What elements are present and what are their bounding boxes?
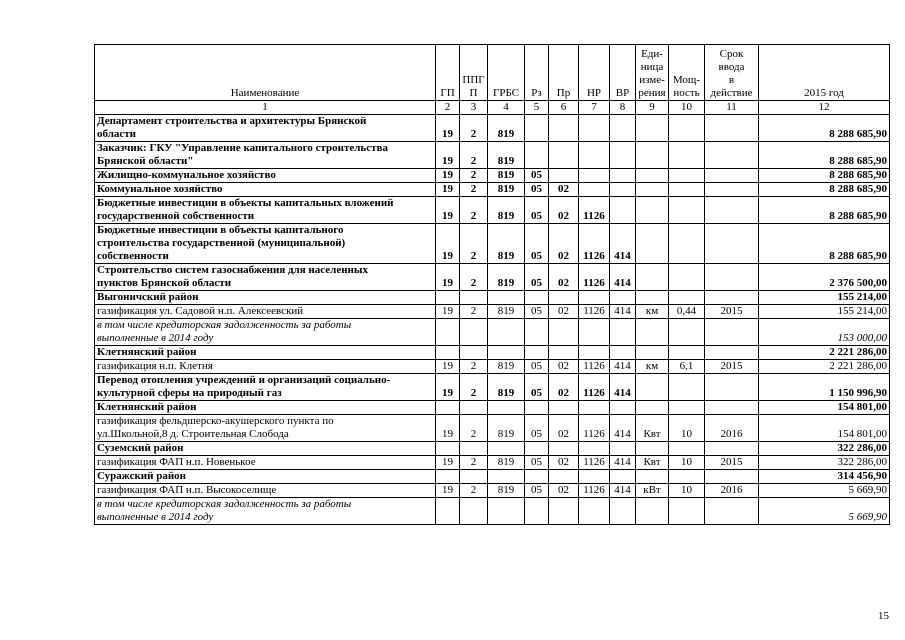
cell-ppgp: 2 bbox=[460, 115, 488, 142]
table-row bbox=[95, 456, 890, 470]
column-number: 8 bbox=[610, 101, 636, 115]
cell-unit: кВт bbox=[636, 484, 669, 498]
cell-gp: 19 bbox=[436, 360, 460, 374]
district-row bbox=[95, 442, 890, 456]
cell-grbs: 819 bbox=[488, 415, 525, 442]
debt-note-row bbox=[95, 319, 890, 346]
cell-vr bbox=[610, 142, 636, 169]
cell-pr: 02 bbox=[549, 374, 579, 401]
cell-rz: 05 bbox=[525, 456, 549, 470]
cell-nr: 1126 bbox=[579, 415, 610, 442]
cell-amount: 8 288 685,90 bbox=[759, 169, 890, 183]
cell-capacity bbox=[669, 224, 705, 264]
cell-vr: 414 bbox=[610, 456, 636, 470]
cell-vr bbox=[610, 183, 636, 197]
row-name: в том числе кредиторская задолженность за работы выполненные в 2014 году bbox=[95, 498, 436, 525]
cell-gp: 19 bbox=[436, 374, 460, 401]
cell-pr bbox=[549, 169, 579, 183]
district-name: Суземский район bbox=[95, 442, 436, 456]
cell-capacity: 10 bbox=[669, 484, 705, 498]
column-number: 9 bbox=[636, 101, 669, 115]
table-row bbox=[95, 183, 890, 197]
cell-term bbox=[705, 115, 759, 142]
cell-vr: 414 bbox=[610, 264, 636, 291]
cell-unit bbox=[636, 183, 669, 197]
cell-unit: км bbox=[636, 360, 669, 374]
column-number: 1 bbox=[95, 101, 436, 115]
district-row bbox=[95, 291, 890, 305]
cell-rz: 05 bbox=[525, 197, 549, 224]
cell-grbs: 819 bbox=[488, 305, 525, 319]
cell-ppgp: 2 bbox=[460, 264, 488, 291]
cell-capacity bbox=[669, 197, 705, 224]
cell-ppgp: 2 bbox=[460, 197, 488, 224]
cell-unit: Квт bbox=[636, 415, 669, 442]
cell-vr: 414 bbox=[610, 224, 636, 264]
header-grbs: ГРБС bbox=[488, 45, 525, 101]
cell-rz: 05 bbox=[525, 360, 549, 374]
table-row bbox=[95, 224, 890, 264]
cell-rz: 05 bbox=[525, 224, 549, 264]
cell-capacity: 0,44 bbox=[669, 305, 705, 319]
cell-ppgp: 2 bbox=[460, 484, 488, 498]
cell-term: 2015 bbox=[705, 305, 759, 319]
district-name: Суражский район bbox=[95, 470, 436, 484]
cell-gp: 19 bbox=[436, 183, 460, 197]
header-rz: Рз bbox=[525, 45, 549, 101]
cell-amount: 2 376 500,00 bbox=[759, 264, 890, 291]
cell-term: 2015 bbox=[705, 456, 759, 470]
table-row bbox=[95, 305, 890, 319]
cell-unit: км bbox=[636, 305, 669, 319]
cell-ppgp: 2 bbox=[460, 374, 488, 401]
cell-grbs: 819 bbox=[488, 169, 525, 183]
cell-unit bbox=[636, 115, 669, 142]
column-number: 3 bbox=[460, 101, 488, 115]
cell-amount: 5 669,90 bbox=[759, 484, 890, 498]
budget-table bbox=[94, 44, 890, 525]
row-name: Заказчик: ГКУ "Управление капитального строительства Брянской области" bbox=[95, 142, 436, 169]
column-number: 2 bbox=[436, 101, 460, 115]
cell-pr bbox=[549, 142, 579, 169]
cell-gp: 19 bbox=[436, 456, 460, 470]
cell-amount: 2 221 286,00 bbox=[759, 346, 890, 360]
cell-nr: 1126 bbox=[579, 484, 610, 498]
cell-ppgp: 2 bbox=[460, 305, 488, 319]
cell-capacity: 6,1 bbox=[669, 360, 705, 374]
cell-unit bbox=[636, 224, 669, 264]
header-gp: ГП bbox=[436, 45, 460, 101]
cell-amount: 154 801,00 bbox=[759, 401, 890, 415]
cell-term: 2016 bbox=[705, 415, 759, 442]
header-unit: Еди- ница изме- рения bbox=[636, 45, 669, 101]
header-pr: Пр bbox=[549, 45, 579, 101]
district-row bbox=[95, 470, 890, 484]
cell-capacity: 10 bbox=[669, 456, 705, 470]
cell-rz: 05 bbox=[525, 183, 549, 197]
row-name: Строительство систем газоснабжения для населенных пунктов Брянской области bbox=[95, 264, 436, 291]
cell-nr bbox=[579, 115, 610, 142]
cell-gp: 19 bbox=[436, 115, 460, 142]
cell-gp: 19 bbox=[436, 264, 460, 291]
cell-capacity bbox=[669, 183, 705, 197]
cell-unit bbox=[636, 264, 669, 291]
cell-amount: 155 214,00 bbox=[759, 305, 890, 319]
cell-grbs: 819 bbox=[488, 264, 525, 291]
cell-ppgp: 2 bbox=[460, 183, 488, 197]
cell-term: 2015 bbox=[705, 360, 759, 374]
cell-amount: 155 214,00 bbox=[759, 291, 890, 305]
cell-gp: 19 bbox=[436, 224, 460, 264]
row-name: газификация ул. Садовой н.п. Алексеевский bbox=[95, 305, 436, 319]
district-name: Клетнянский район bbox=[95, 346, 436, 360]
row-name: газификация н.п. Клетня bbox=[95, 360, 436, 374]
cell-amount: 2 221 286,00 bbox=[759, 360, 890, 374]
row-name: газификация фельдшерско-акушерского пункта по ул.Школьной,8 д. Строительная Слобода bbox=[95, 415, 436, 442]
cell-grbs: 819 bbox=[488, 374, 525, 401]
cell-unit bbox=[636, 197, 669, 224]
cell-term bbox=[705, 224, 759, 264]
cell-term: 2016 bbox=[705, 484, 759, 498]
header-ppgp: ППГ П bbox=[460, 45, 488, 101]
cell-pr: 02 bbox=[549, 305, 579, 319]
cell-amount: 314 456,90 bbox=[759, 470, 890, 484]
table-row bbox=[95, 415, 890, 442]
cell-ppgp: 2 bbox=[460, 224, 488, 264]
cell-gp: 19 bbox=[436, 305, 460, 319]
cell-grbs: 819 bbox=[488, 183, 525, 197]
cell-amount: 8 288 685,90 bbox=[759, 115, 890, 142]
table-row bbox=[95, 142, 890, 169]
cell-amount: 5 669,90 bbox=[759, 498, 890, 525]
cell-rz bbox=[525, 142, 549, 169]
cell-rz: 05 bbox=[525, 374, 549, 401]
cell-grbs: 819 bbox=[488, 142, 525, 169]
table-row bbox=[95, 264, 890, 291]
cell-pr: 02 bbox=[549, 197, 579, 224]
cell-nr bbox=[579, 169, 610, 183]
cell-capacity bbox=[669, 142, 705, 169]
header-vr: ВР bbox=[610, 45, 636, 101]
cell-pr bbox=[549, 115, 579, 142]
cell-ppgp: 2 bbox=[460, 456, 488, 470]
cell-rz: 05 bbox=[525, 484, 549, 498]
cell-nr: 1126 bbox=[579, 360, 610, 374]
cell-amount: 153 000,00 bbox=[759, 319, 890, 346]
cell-rz: 05 bbox=[525, 305, 549, 319]
row-name: Бюджетные инвестиции в объекты капитальных вложений государственной собственности bbox=[95, 197, 436, 224]
cell-amount: 1 150 996,90 bbox=[759, 374, 890, 401]
header-nr: НР bbox=[579, 45, 610, 101]
cell-amount: 8 288 685,90 bbox=[759, 142, 890, 169]
cell-capacity bbox=[669, 169, 705, 183]
table-row bbox=[95, 115, 890, 142]
cell-grbs: 819 bbox=[488, 115, 525, 142]
row-name: газификация ФАП н.п. Высокоселище bbox=[95, 484, 436, 498]
cell-gp: 19 bbox=[436, 142, 460, 169]
cell-grbs: 819 bbox=[488, 360, 525, 374]
cell-term bbox=[705, 197, 759, 224]
cell-amount: 8 288 685,90 bbox=[759, 224, 890, 264]
column-number: 11 bbox=[705, 101, 759, 115]
cell-nr: 1126 bbox=[579, 374, 610, 401]
cell-capacity bbox=[669, 115, 705, 142]
debt-note-row bbox=[95, 498, 890, 525]
cell-rz bbox=[525, 115, 549, 142]
column-number: 10 bbox=[669, 101, 705, 115]
row-name: газификация ФАП н.п. Новенькое bbox=[95, 456, 436, 470]
row-name: Жилищно-коммунальное хозяйство bbox=[95, 169, 436, 183]
header-capacity: Мощ- ность bbox=[669, 45, 705, 101]
column-number: 5 bbox=[525, 101, 549, 115]
cell-rz: 05 bbox=[525, 415, 549, 442]
cell-nr: 1126 bbox=[579, 264, 610, 291]
district-row bbox=[95, 346, 890, 360]
cell-vr: 414 bbox=[610, 305, 636, 319]
cell-amount: 322 286,00 bbox=[759, 442, 890, 456]
cell-rz: 05 bbox=[525, 264, 549, 291]
district-name: Клетнянский район bbox=[95, 401, 436, 415]
cell-capacity bbox=[669, 264, 705, 291]
cell-pr: 02 bbox=[549, 415, 579, 442]
cell-ppgp: 2 bbox=[460, 415, 488, 442]
cell-vr: 414 bbox=[610, 360, 636, 374]
cell-amount: 154 801,00 bbox=[759, 415, 890, 442]
cell-nr bbox=[579, 183, 610, 197]
cell-vr: 414 bbox=[610, 415, 636, 442]
cell-nr: 1126 bbox=[579, 305, 610, 319]
cell-vr: 414 bbox=[610, 484, 636, 498]
header-row bbox=[95, 45, 890, 101]
cell-pr: 02 bbox=[549, 456, 579, 470]
row-name: Бюджетные инвестиции в объекты капитального строительства государственной (муниципальной) собственности bbox=[95, 224, 436, 264]
cell-nr bbox=[579, 142, 610, 169]
cell-grbs: 819 bbox=[488, 224, 525, 264]
row-name: Департамент строительства и архитектуры Брянской области bbox=[95, 115, 436, 142]
cell-pr: 02 bbox=[549, 264, 579, 291]
table-row bbox=[95, 374, 890, 401]
cell-gp: 19 bbox=[436, 484, 460, 498]
cell-pr: 02 bbox=[549, 484, 579, 498]
cell-grbs: 819 bbox=[488, 484, 525, 498]
cell-gp: 19 bbox=[436, 169, 460, 183]
cell-unit bbox=[636, 169, 669, 183]
column-number: 12 bbox=[759, 101, 890, 115]
cell-nr: 1126 bbox=[579, 456, 610, 470]
cell-term bbox=[705, 264, 759, 291]
district-row bbox=[95, 401, 890, 415]
column-number: 4 bbox=[488, 101, 525, 115]
cell-pr: 02 bbox=[549, 360, 579, 374]
cell-term bbox=[705, 183, 759, 197]
cell-term bbox=[705, 169, 759, 183]
row-name: Коммунальное хозяйство bbox=[95, 183, 436, 197]
table-row bbox=[95, 360, 890, 374]
cell-gp: 19 bbox=[436, 197, 460, 224]
cell-vr: 414 bbox=[610, 374, 636, 401]
column-number: 7 bbox=[579, 101, 610, 115]
table-row bbox=[95, 197, 890, 224]
column-number-row bbox=[95, 101, 890, 115]
cell-ppgp: 2 bbox=[460, 169, 488, 183]
cell-vr bbox=[610, 115, 636, 142]
header-term: Срок ввода в действие bbox=[705, 45, 759, 101]
row-name: в том числе кредиторская задолженность за работы выполненные в 2014 году bbox=[95, 319, 436, 346]
table-row bbox=[95, 169, 890, 183]
page-number: 15 bbox=[878, 610, 889, 622]
table-row bbox=[95, 484, 890, 498]
header-year: 2015 год bbox=[759, 45, 890, 101]
district-name: Выгоничский район bbox=[95, 291, 436, 305]
cell-grbs: 819 bbox=[488, 197, 525, 224]
cell-vr bbox=[610, 197, 636, 224]
cell-pr: 02 bbox=[549, 224, 579, 264]
cell-pr: 02 bbox=[549, 183, 579, 197]
cell-amount: 322 286,00 bbox=[759, 456, 890, 470]
cell-vr bbox=[610, 169, 636, 183]
cell-rz: 05 bbox=[525, 169, 549, 183]
row-name: Перевод отопления учреждений и организаций социально- культурной сферы на природный газ bbox=[95, 374, 436, 401]
cell-gp: 19 bbox=[436, 415, 460, 442]
header-name: Наименование bbox=[95, 45, 436, 101]
cell-ppgp: 2 bbox=[460, 360, 488, 374]
cell-nr: 1126 bbox=[579, 224, 610, 264]
cell-amount: 8 288 685,90 bbox=[759, 183, 890, 197]
cell-term bbox=[705, 142, 759, 169]
cell-unit: Квт bbox=[636, 456, 669, 470]
cell-amount: 8 288 685,90 bbox=[759, 197, 890, 224]
cell-nr: 1126 bbox=[579, 197, 610, 224]
cell-unit bbox=[636, 142, 669, 169]
cell-capacity: 10 bbox=[669, 415, 705, 442]
cell-ppgp: 2 bbox=[460, 142, 488, 169]
cell-grbs: 819 bbox=[488, 456, 525, 470]
column-number: 6 bbox=[549, 101, 579, 115]
